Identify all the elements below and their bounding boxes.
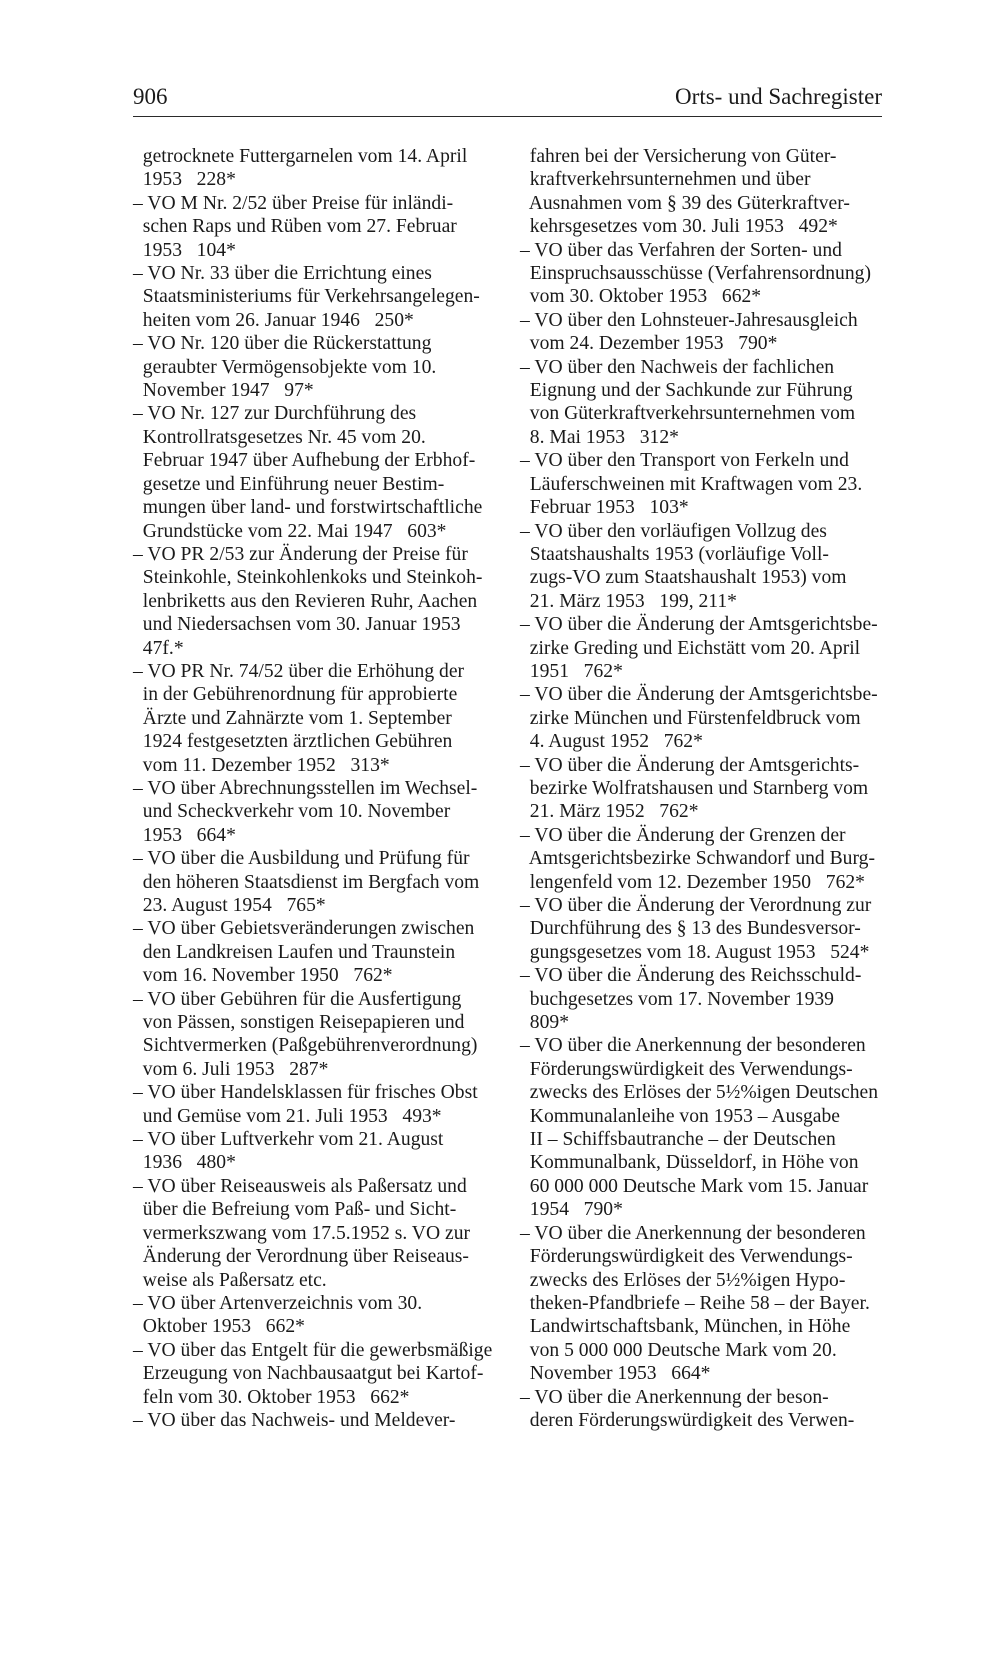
index-line: – VO über den Nachweis der fachlichen bbox=[520, 356, 835, 378]
index-line: – VO über den Lohnsteuer-Jahresausgleich bbox=[520, 309, 858, 331]
index-line: II – Schiffsbautranche – der Deutschen bbox=[520, 1129, 836, 1151]
index-line: November 1947 97* bbox=[133, 380, 314, 402]
index-line: – VO Nr. 33 über die Errichtung eines bbox=[133, 263, 432, 285]
index-line: von Güterkraftverkehrsunternehmen vom bbox=[520, 403, 856, 425]
index-line: – VO über die Änderung der Amtsgerichtsbe- bbox=[520, 614, 878, 636]
index-line: – VO über Artenverzeichnis vom 30. bbox=[133, 1292, 423, 1314]
index-line: buchgesetzes vom 17. November 1939 bbox=[520, 988, 834, 1010]
index-line: Durchführung des § 13 des Bundesversor- bbox=[520, 918, 861, 940]
index-line: weise als Paßersatz etc. bbox=[133, 1269, 327, 1291]
index-line: – VO über Gebietsveränderungen zwischen bbox=[133, 918, 475, 940]
index-line: mungen über land- und forstwirtschaftliche bbox=[133, 497, 483, 519]
index-line: – VO über den Transport von Ferkeln und bbox=[520, 450, 849, 472]
index-line: in der Gebührenordnung für approbierte bbox=[133, 684, 458, 706]
index-line: Februar 1953 103* bbox=[520, 497, 689, 519]
index-line: – VO über das Verfahren der Sorten- und bbox=[520, 239, 842, 261]
index-line: 809* bbox=[520, 1012, 569, 1034]
index-line: 4. August 1952 762* bbox=[520, 731, 703, 753]
index-line: – VO über den vorläufigen Vollzug des bbox=[520, 520, 827, 542]
index-line: 23. August 1954 765* bbox=[133, 895, 326, 916]
index-line: vom 16. November 1950 762* bbox=[133, 965, 393, 987]
index-line: November 1953 664* bbox=[520, 1363, 711, 1385]
index-column-right bbox=[520, 145, 896, 1432]
index-line: und Niedersachsen vom 30. Januar 1953 bbox=[133, 614, 461, 636]
index-line: Landwirtschaftsbank, München, in Höhe bbox=[520, 1316, 851, 1338]
index-line: zugs-VO zum Staatshaushalt 1953) vom bbox=[520, 567, 847, 589]
index-line: – VO über die Änderung der Amtsgerichts- bbox=[520, 754, 860, 776]
index-line: – VO über das Nachweis- und Meldever- bbox=[133, 1409, 456, 1431]
index-line: Kommunalbank, Düsseldorf, in Höhe von bbox=[520, 1152, 859, 1174]
index-line: – VO über die Ausbildung und Prüfung für bbox=[133, 848, 470, 870]
index-line: fahren bei der Versicherung von Güter- bbox=[520, 146, 837, 167]
index-line: Ärzte und Zahnärzte vom 1. September bbox=[133, 707, 452, 729]
index-line: vom 11. Dezember 1952 313* bbox=[133, 754, 390, 776]
index-line: vom 6. Juli 1953 287* bbox=[133, 1058, 329, 1080]
index-line: Grundstücke vom 22. Mai 1947 603* bbox=[133, 520, 447, 542]
index-line: – VO über Handelsklassen für frisches Obst bbox=[133, 1082, 478, 1104]
index-line: vom 24. Dezember 1953 790* bbox=[520, 333, 778, 355]
index-line: Oktober 1953 662* bbox=[133, 1316, 305, 1338]
index-line: lenbriketts aus den Revieren Ruhr, Aachen bbox=[133, 590, 478, 612]
index-line: Förderungswürdigkeit des Verwendungs- bbox=[520, 1246, 853, 1268]
index-line: – VO M Nr. 2/52 über Preise für inländi- bbox=[133, 192, 454, 214]
index-line: 1953 664* bbox=[133, 824, 236, 846]
index-line: – VO über die Änderung der Amtsgerichtsbe- bbox=[520, 684, 878, 706]
index-line: gungsgesetzes vom 18. August 1953 524* bbox=[520, 941, 870, 963]
page-number: 906 bbox=[133, 84, 168, 109]
index-line: Kontrollratsgesetzes Nr. 45 vom 20. bbox=[133, 426, 426, 448]
index-line: und Scheckverkehr vom 10. November bbox=[133, 801, 451, 823]
index-line: 21. März 1953 199, 211* bbox=[520, 590, 737, 612]
index-column-left bbox=[133, 145, 509, 1432]
running-title: Orts- und Sachregister bbox=[675, 84, 882, 109]
index-line: geraubter Vermögensobjekte vom 10. bbox=[133, 356, 437, 378]
index-line: zwecks des Erlöses der 5½%igen Hypo- bbox=[520, 1269, 846, 1291]
index-line: von 5 000 000 Deutsche Mark vom 20. bbox=[520, 1339, 837, 1361]
index-line: – VO über die Anerkennung der beson- bbox=[520, 1386, 829, 1408]
index-line: schen Raps und Rüben vom 27. Februar bbox=[133, 216, 457, 238]
index-line: – VO Nr. 127 zur Durchführung des bbox=[133, 403, 417, 425]
index-line: getrocknete Futtergarnelen vom 14. April bbox=[133, 146, 468, 167]
index-line: – VO über die Anerkennung der besonderen bbox=[520, 1222, 866, 1244]
index-line: und Gemüse vom 21. Juli 1953 493* bbox=[133, 1105, 442, 1127]
index-line: Erzeugung von Nachbausaatgut bei Kartof- bbox=[133, 1363, 484, 1385]
index-line: 60 000 000 Deutsche Mark vom 15. Januar bbox=[520, 1175, 869, 1197]
index-line: Februar 1947 über Aufhebung der Erbhof- bbox=[133, 450, 476, 472]
index-line: gesetze und Einführung neuer Bestim- bbox=[133, 473, 445, 495]
index-line: – VO über die Änderung des Reichsschuld- bbox=[520, 965, 862, 987]
index-line: Eignung und der Sachkunde zur Führung bbox=[520, 380, 853, 402]
index-line: 1936 480* bbox=[133, 1152, 236, 1174]
index-line: kehrsgesetzes vom 30. Juli 1953 492* bbox=[520, 216, 838, 238]
index-line: deren Förderungswürdigkeit des Verwen- bbox=[520, 1409, 855, 1431]
index-line: – VO PR 2/53 zur Änderung der Preise für bbox=[133, 543, 468, 565]
index-line: heiten vom 26. Januar 1946 250* bbox=[133, 309, 414, 331]
index-line: 1951 762* bbox=[520, 660, 623, 682]
index-line: über die Befreiung vom Paß- und Sicht- bbox=[133, 1199, 457, 1221]
index-line: 1954 790* bbox=[520, 1199, 623, 1221]
index-line: zirke München und Fürstenfeldbruck vom bbox=[520, 707, 861, 729]
index-line: 1924 festgesetzten ärztlichen Gebühren bbox=[133, 731, 453, 753]
index-line: 21. März 1952 762* bbox=[520, 801, 699, 823]
index-line: 1953 228* bbox=[133, 169, 236, 191]
index-line: Kommunalanleihe von 1953 – Ausgabe bbox=[520, 1105, 840, 1127]
index-line: Läuferschweinen mit Kraftwagen vom 23. bbox=[520, 473, 863, 495]
index-line: feln vom 30. Oktober 1953 662* bbox=[133, 1386, 410, 1408]
index-line: – VO PR Nr. 74/52 über die Erhöhung der bbox=[133, 660, 465, 682]
index-line: von Pässen, sonstigen Reisepapieren und bbox=[133, 1012, 465, 1034]
index-line: – VO über das Entgelt für die gewerbsmäßige bbox=[133, 1339, 493, 1361]
page-header bbox=[133, 82, 882, 117]
index-line: – VO über die Anerkennung der besonderen bbox=[520, 1035, 866, 1057]
index-line: vermerkszwang vom 17.5.1952 s. VO zur bbox=[133, 1222, 471, 1244]
index-line: Förderungswürdigkeit des Verwendungs- bbox=[520, 1058, 853, 1080]
index-line: – VO über Gebühren für die Ausfertigung bbox=[133, 988, 462, 1010]
index-line: Amtsgerichtsbezirke Schwandorf und Burg- bbox=[520, 848, 875, 870]
index-line: 1953 104* bbox=[133, 239, 236, 261]
index-line: – VO Nr. 120 über die Rückerstattung bbox=[133, 333, 432, 355]
index-line: theken-Pfandbriefe – Reihe 58 – der Bayer. bbox=[520, 1292, 870, 1314]
index-line: lengenfeld vom 12. Dezember 1950 762* bbox=[520, 871, 865, 893]
index-line: Steinkohle, Steinkohlenkoks und Steinkoh- bbox=[133, 567, 483, 589]
index-line: Änderung der Verordnung über Reiseaus- bbox=[133, 1246, 469, 1268]
index-line: – VO über die Änderung der Verordnung zur bbox=[520, 895, 872, 916]
index-line: vom 30. Oktober 1953 662* bbox=[520, 286, 762, 308]
index-line: 47f.* bbox=[133, 637, 184, 659]
index-line: Sichtvermerken (Paßgebührenverordnung) bbox=[133, 1035, 478, 1057]
index-line: zwecks des Erlöses der 5½%igen Deutschen bbox=[520, 1082, 879, 1104]
index-line: Ausnahmen vom § 39 des Güterkraftver- bbox=[520, 192, 850, 214]
index-line: – VO über die Änderung der Grenzen der bbox=[520, 824, 846, 846]
index-line: – VO über Abrechnungsstellen im Wechsel- bbox=[133, 777, 478, 799]
index-line: – VO über Luftverkehr vom 21. August bbox=[133, 1129, 444, 1151]
index-line: den Landkreisen Laufen und Traunstein bbox=[133, 941, 456, 963]
index-line: zirke Greding und Eichstätt vom 20. April bbox=[520, 637, 861, 659]
index-line: bezirke Wolfratshausen und Starnberg vom bbox=[520, 777, 869, 799]
index-line: den höheren Staatsdienst im Bergfach vom bbox=[133, 871, 480, 893]
index-line: Staatsministeriums für Verkehrsangelegen- bbox=[133, 286, 480, 308]
index-line: 8. Mai 1953 312* bbox=[520, 426, 679, 448]
index-line: – VO über Reiseausweis als Paßersatz und bbox=[133, 1175, 467, 1197]
index-line: kraftverkehrsunternehmen und über bbox=[520, 169, 811, 191]
index-line: Einspruchsausschüsse (Verfahrensordnung) bbox=[520, 263, 871, 285]
index-line: Staatshaushalts 1953 (vorläufige Voll- bbox=[520, 543, 829, 565]
